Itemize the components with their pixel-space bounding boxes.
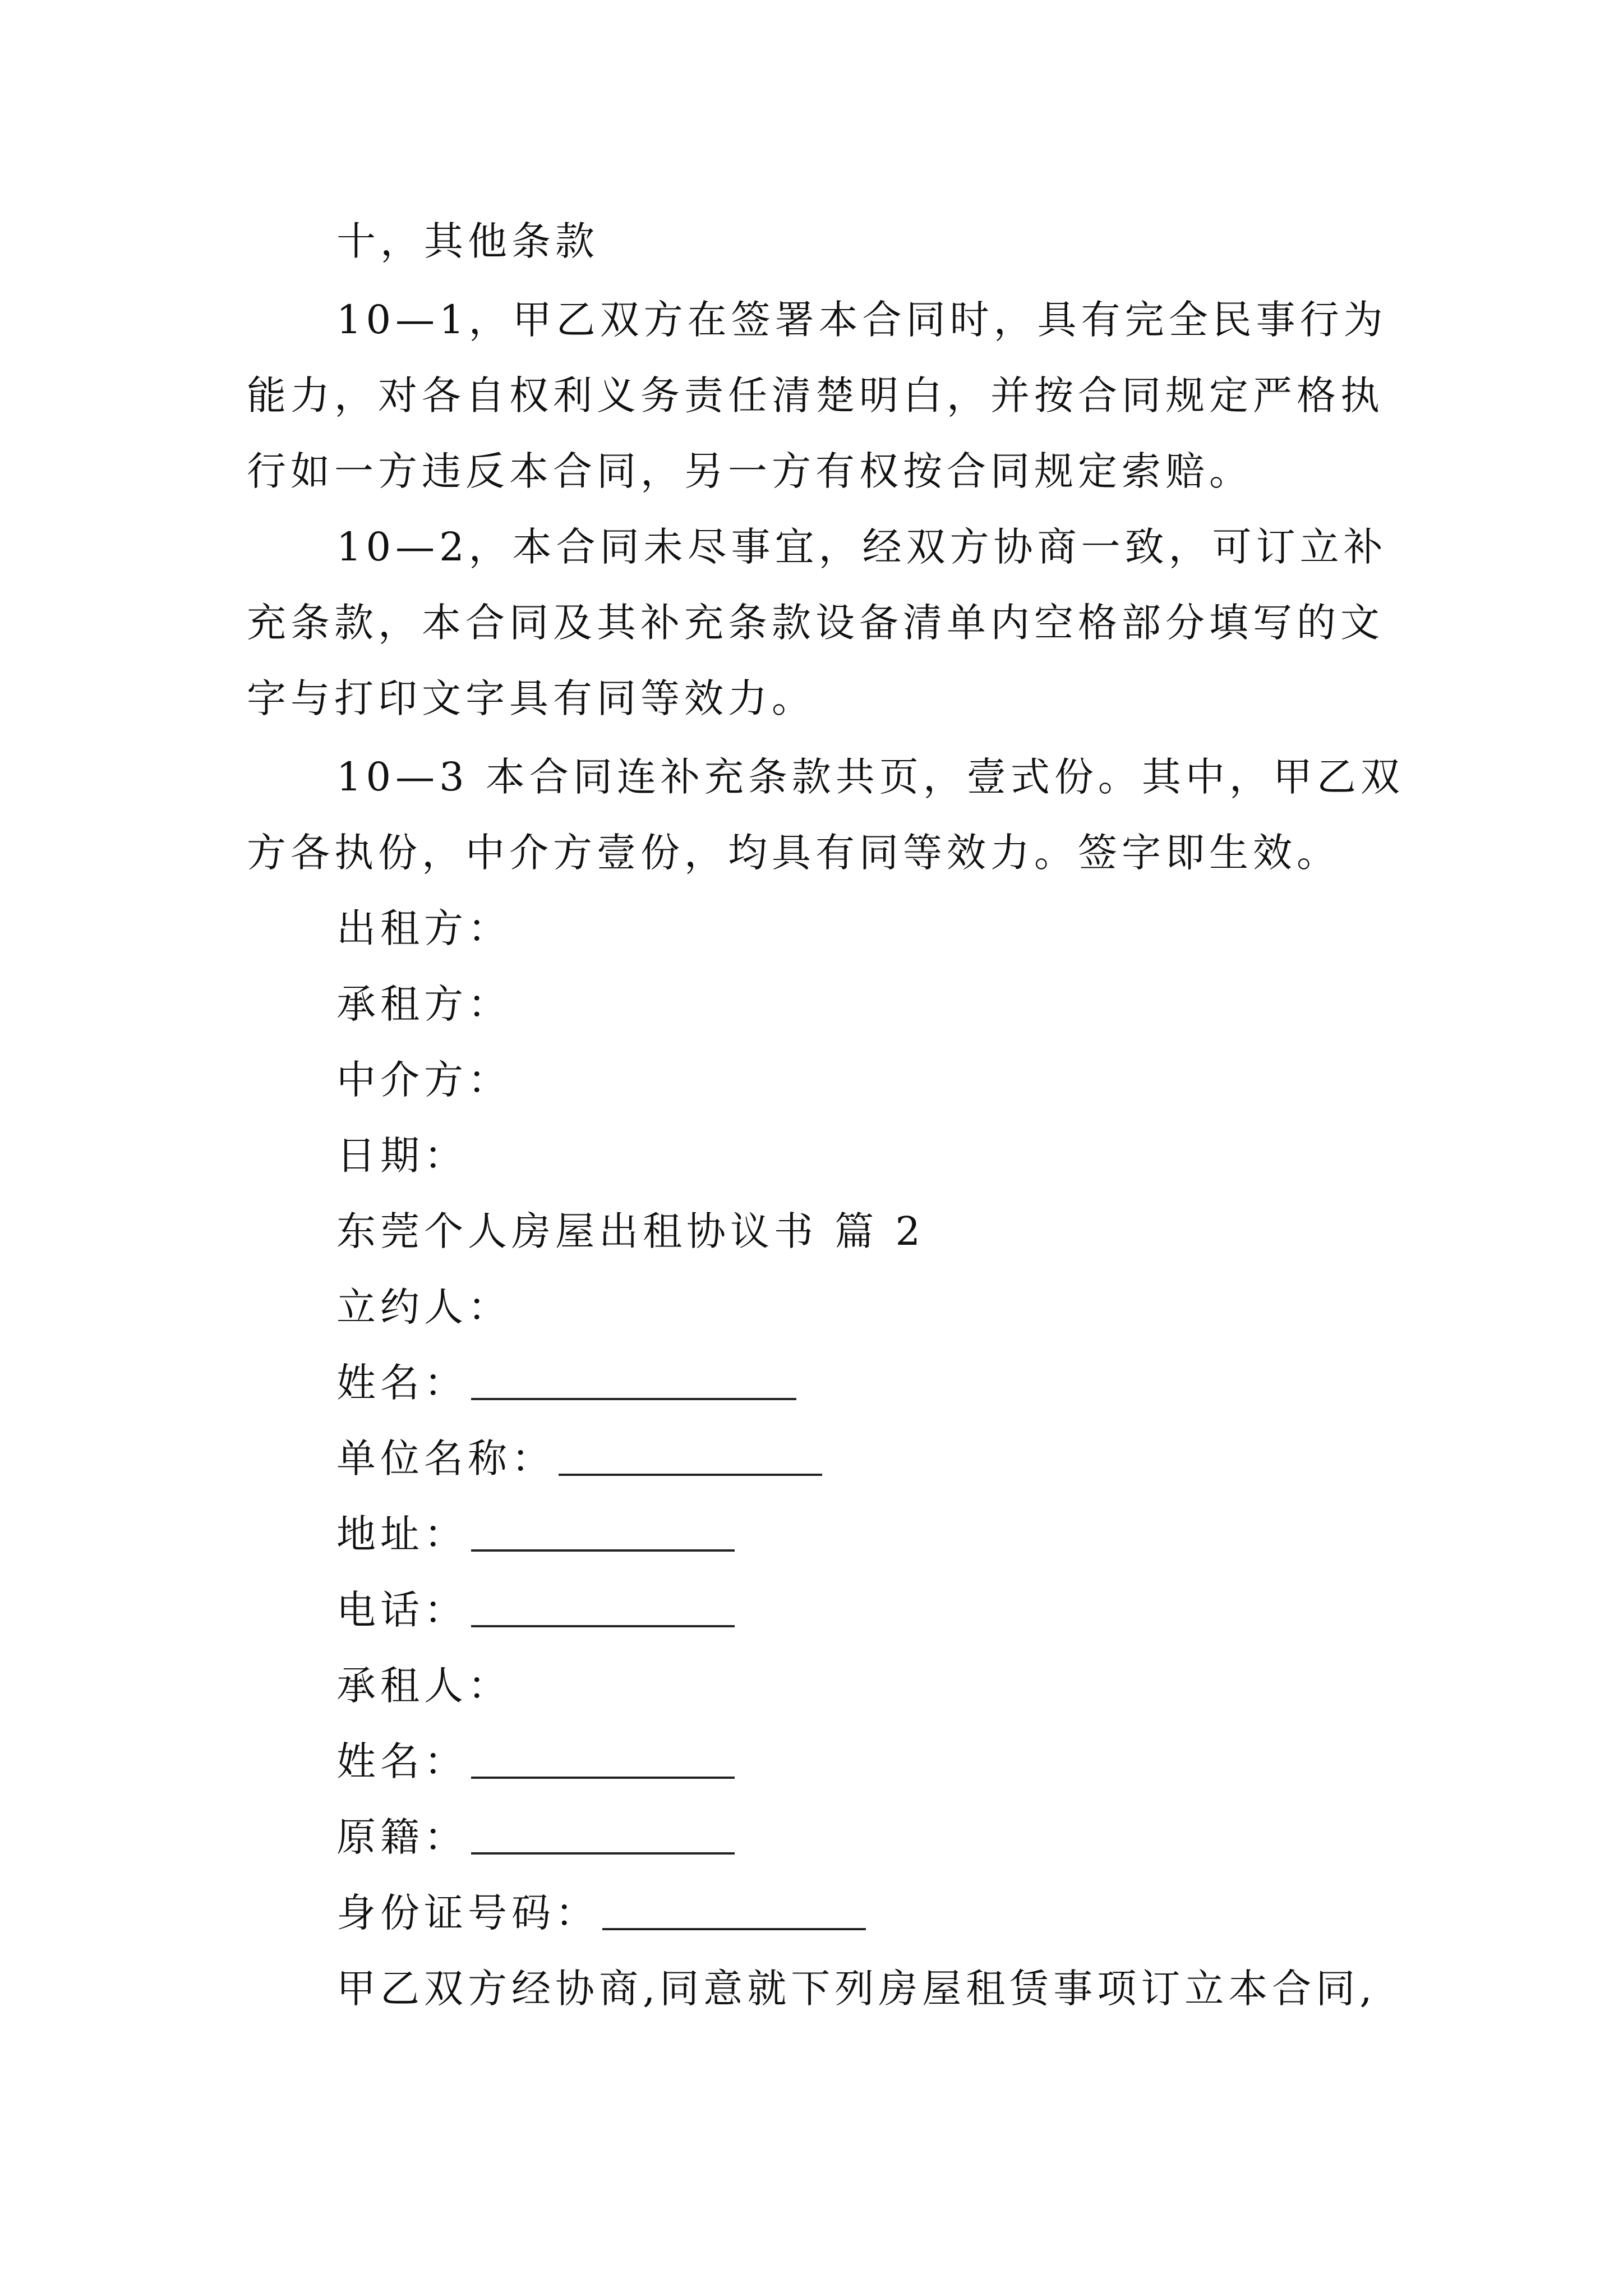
clause-10-3-line-2: 方各执份，中介方壹份，均具有同等效力。签字即生效。	[247, 830, 1340, 876]
party-b-name-blank	[471, 1777, 735, 1779]
party-a-name-blank	[471, 1398, 796, 1400]
party-a-unit-blank	[559, 1474, 822, 1476]
clause-10-2-line-1: 10—2，本合同未尽事宜，经双方协商一致，可订立补	[336, 524, 1387, 570]
party-a-address-blank	[471, 1549, 735, 1552]
party-a-unit-field	[336, 1433, 822, 1484]
party-a-phone-field	[336, 1585, 735, 1635]
party-a-phone-blank	[471, 1625, 735, 1627]
agreement-intro-line: 甲乙双方经协商,同意就下列房屋租赁事项订立本合同,	[336, 1966, 1377, 2012]
clause-10-2-line-3: 字与打印文字具有同等效力。	[247, 675, 815, 721]
party-a-unit-label: 单位名称：	[336, 1435, 555, 1481]
party-a-name-field	[336, 1358, 796, 1408]
clause-10-3-line-1: 10—3 本合同连补充条款共页，壹式份。其中，甲乙双	[336, 754, 1404, 800]
lessee-signature-label: 承租方：	[336, 981, 511, 1027]
date-label: 日期：	[336, 1133, 468, 1179]
party-a-name-label: 姓名：	[336, 1360, 468, 1406]
section-heading-clause-10: 十，其他条款	[336, 218, 599, 264]
clause-10-2-line-2: 充条款，本合同及其补充条款设备清单内空格部分填写的文	[247, 600, 1384, 646]
party-b-name-label: 姓名：	[336, 1738, 468, 1784]
party-b-origin-label: 原籍：	[336, 1814, 468, 1860]
party-a-phone-label: 电话：	[336, 1587, 468, 1633]
lessor-signature-label: 出租方：	[336, 905, 511, 951]
clause-10-1-line-2: 能力，对各自权利义务责任清楚明白，并按合同规定严格执	[247, 372, 1384, 418]
party-b-id-blank	[602, 1928, 866, 1930]
party-b-origin-blank	[471, 1852, 735, 1855]
clause-10-1-line-3: 行如一方违反本合同，另一方有权按合同规定索赔。	[247, 448, 1253, 494]
party-a-heading: 立约人：	[336, 1284, 511, 1330]
party-b-origin-field	[336, 1812, 735, 1862]
party-a-address-field	[336, 1509, 735, 1559]
party-b-heading: 承租人：	[336, 1663, 511, 1709]
party-b-id-field	[336, 1888, 866, 1938]
agent-signature-label: 中介方：	[336, 1057, 511, 1103]
party-a-address-label: 地址：	[336, 1511, 468, 1557]
part-2-title: 东莞个人房屋出租协议书 篇 2	[336, 1208, 925, 1254]
party-b-name-field	[336, 1736, 735, 1787]
clause-10-1-line-1: 10—1，甲乙双方在签署本合同时，具有完全民事行为	[336, 297, 1387, 343]
party-b-id-label: 身份证号码：	[336, 1890, 599, 1936]
